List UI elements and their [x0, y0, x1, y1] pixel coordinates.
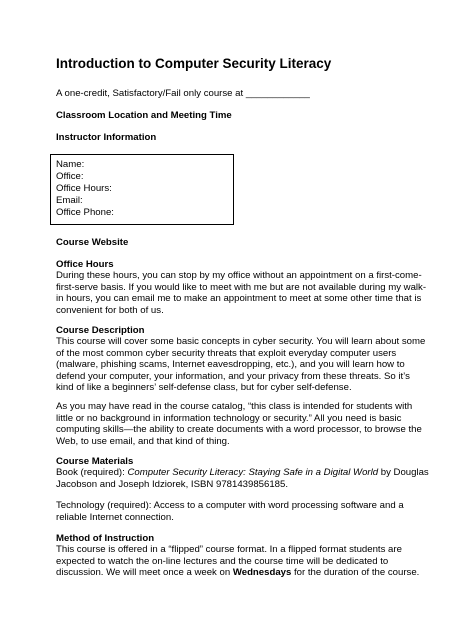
paragraph-line: first-serve basis. If you would like to meet with me but are not available during my walk-: [56, 281, 427, 293]
heading-website: Course Website: [56, 237, 129, 248]
paragraph-line: As you may have read in the course catalog, “this class is intended for students with: [56, 401, 413, 412]
paragraph-line: reliable Internet connection.: [56, 511, 174, 523]
method-day: Wednesdays: [232, 567, 292, 579]
method-prefix: discussion. We will meet once a week on: [56, 567, 233, 579]
paragraph-line: defend your computer, your information, and your privacy from these threats. So it’s: [56, 370, 410, 382]
paragraph-line: little or no background in information technology or security.” All you need is basic: [56, 412, 402, 424]
paragraph-line: computing skills—the ability to create documents with a word processor, to browse the: [56, 424, 422, 436]
paragraph-line: Web, to use email, and that kind of thing.: [56, 435, 230, 447]
paragraph-line: convenient for both of us.: [56, 304, 164, 316]
credit-line: A one-credit, Satisfactory/Fail only course at ____________: [56, 88, 310, 99]
book-suffix: by Douglas: [378, 467, 429, 478]
paragraph-line: expected to watch the on-line lectures and the course time will be dedicated to: [56, 555, 389, 567]
paragraph-line: of the most common cyber security threats that exploit everyday computer users: [56, 347, 397, 359]
heading-materials: Course Materials: [56, 456, 134, 467]
book-line-2: Jacobson and Joseph Idziorek, ISBN 9781439856185.: [56, 478, 289, 490]
paragraph-line: During these hours, you can stop by my office without an appointment on a first-come-: [56, 270, 422, 281]
field-office-hours: Office Hours:: [56, 183, 112, 194]
method-paragraph: [56, 544, 419, 579]
field-office-phone: Office Phone:: [56, 207, 114, 218]
method-suffix: for the duration of the course.: [291, 567, 420, 579]
heading-description: Course Description: [56, 325, 145, 336]
field-name: Name:: [56, 159, 85, 170]
paragraph-line: This course is offered in a “flipped” course format. In a flipped format students are: [56, 544, 402, 555]
paragraph-line: (malware, phishing scams, Internet eavesdropping, etc.), and you will learn how to: [56, 359, 405, 371]
paragraph-line: kind of like a beginners’ self-defense class, but for cyber self-defense.: [56, 382, 352, 394]
book-title: Computer Security Literacy: Staying Safe in a Digital World: [127, 467, 379, 478]
book-paragraph: [56, 467, 429, 490]
heading-instructor: Instructor Information: [56, 132, 157, 143]
paragraph-line: in hours, you can email me to make an appointment to meet at some other time that is: [56, 293, 422, 305]
catalog-paragraph: [56, 401, 422, 447]
book-prefix: Book (required):: [56, 467, 128, 478]
description-paragraph: [56, 336, 425, 394]
paragraph-line: Technology (required): Access to a computer with word processing software and a: [56, 500, 404, 511]
field-email: Email:: [56, 195, 83, 206]
office-hours-paragraph: [56, 270, 426, 316]
instructor-info-box: [50, 154, 234, 225]
heading-office-hours: Office Hours: [56, 259, 114, 270]
book-line: [56, 467, 429, 479]
paragraph-line: This course will cover some basic concepts in cyber security. You will learn about some: [56, 336, 426, 347]
document-title: Introduction to Computer Security Literacy: [56, 56, 332, 71]
field-office: Office:: [56, 171, 84, 182]
heading-method: Method of Instruction: [56, 533, 155, 544]
method-last-line: [56, 567, 419, 579]
heading-location: Classroom Location and Meeting Time: [56, 110, 232, 121]
technology-paragraph: [56, 500, 404, 523]
